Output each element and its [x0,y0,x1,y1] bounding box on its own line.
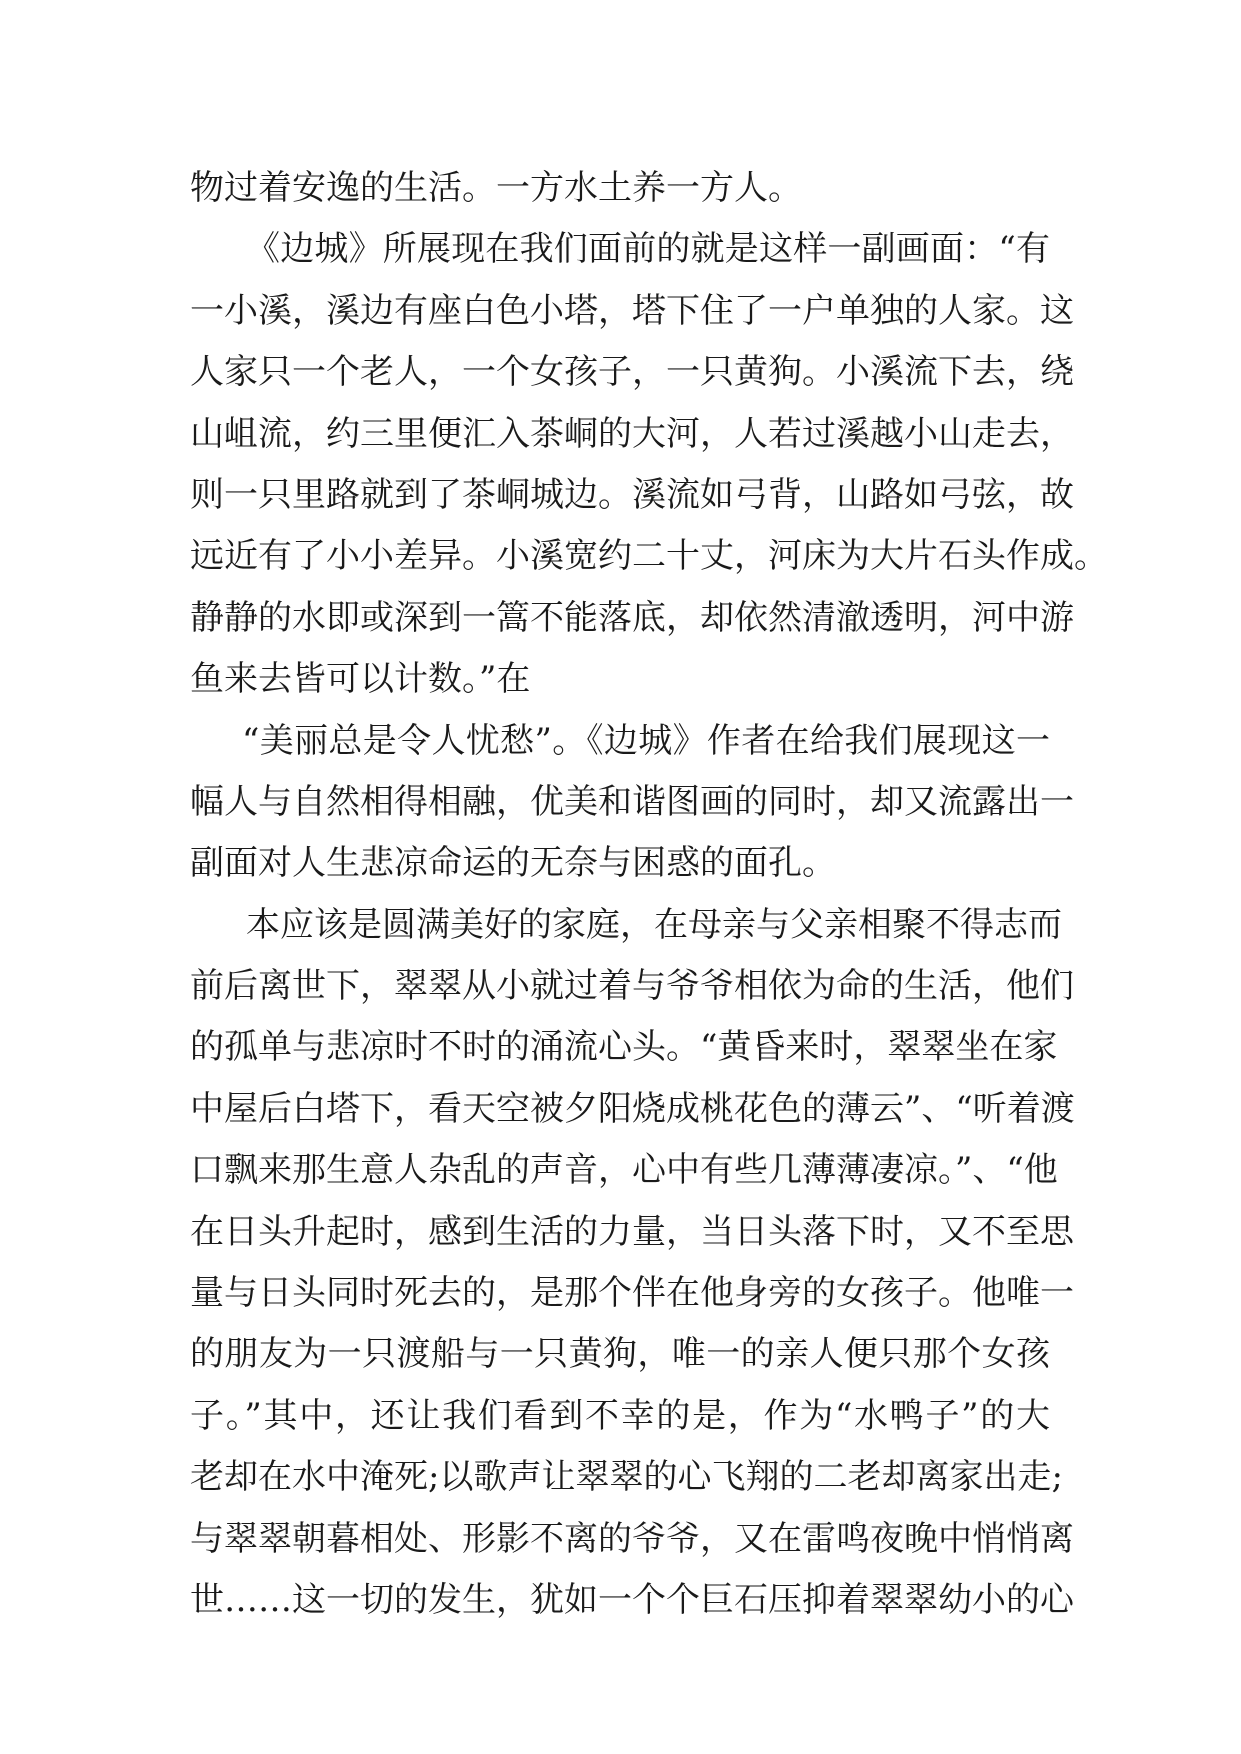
text-line: 一小溪，溪边有座白色小塔，塔下住了一户单独的人家。这 [190,290,1074,331]
text-line: 子。”其中，还让我们看到不幸的是，作为“水鸭子”的大 [190,1395,1050,1436]
text-line: 量与日头同时死去的，是那个伴在他身旁的女孩子。他唯一 [190,1273,1074,1314]
text-line: 则一只里路就到了茶峒城边。溪流如弓背，山路如弓弦，故 [190,474,1074,515]
text-line: 的孤单与悲凉时不时的涌流心头。“黄昏来时，翠翠坐在家 [190,1027,1058,1068]
text-line: 物过着安逸的生活。一方水土养一方人。 [190,168,802,208]
text-line: 副面对人生悲凉命运的无奈与困惑的面孔。 [190,843,836,884]
text-line: 前后离世下，翠翠从小就过着与爷爷相依为命的生活，他们 [190,966,1074,1007]
text-line: 远近有了小小差异。小溪宽约二十丈，河床为大片石头作成。 [190,536,1108,577]
text-line: 世……这一切的发生，犹如一个个巨石压抑着翠翠幼小的心 [190,1579,1074,1620]
text-line: 在日头升起时，感到生活的力量，当日头落下时，又不至思 [190,1211,1074,1252]
paragraph-start-line: 《边城》所展现在我们面前的就是这样一副画面：“有 [246,229,1050,270]
body-text [190,158,1108,1631]
text-line: 与翠翠朝暮相处、形影不离的爷爷，又在雷鸣夜晚中悄悄离 [190,1518,1074,1559]
text-line: 口飘来那生意人杂乱的声音，心中有些几薄薄凄凉。”、“他 [190,1150,1058,1191]
text-line: 山岨流，约三里便汇入茶峒的大河，人若过溪越小山走去， [190,413,1074,454]
paragraph-start-line: 本应该是圆满美好的家庭，在母亲与父亲相聚不得志而 [246,904,1062,945]
text-line: 静静的水即或深到一篙不能落底，却依然清澈透明，河中游 [190,597,1074,638]
text-line: 的朋友为一只渡船与一只黄狗，唯一的亲人便只那个女孩 [190,1334,1050,1375]
text-line: 老却在水中淹死;以歌声让翠翠的心飞翔的二老却离家出走; [190,1457,1063,1498]
text-line: 人家只一个老人，一个女孩子，一只黄狗。小溪流下去，绕 [190,352,1074,393]
text-line: 中屋后白塔下，看天空被夕阳烧成桃花色的薄云”、“听着渡 [190,1088,1075,1129]
text-line: 鱼来去皆可以计数。”在 [190,659,531,700]
text-line: 幅人与自然相得相融，优美和谐图画的同时，却又流露出一 [190,781,1074,822]
paragraph-start-line: “美丽总是令人忧愁”。《边城》作者在给我们展现这一 [242,720,1050,761]
